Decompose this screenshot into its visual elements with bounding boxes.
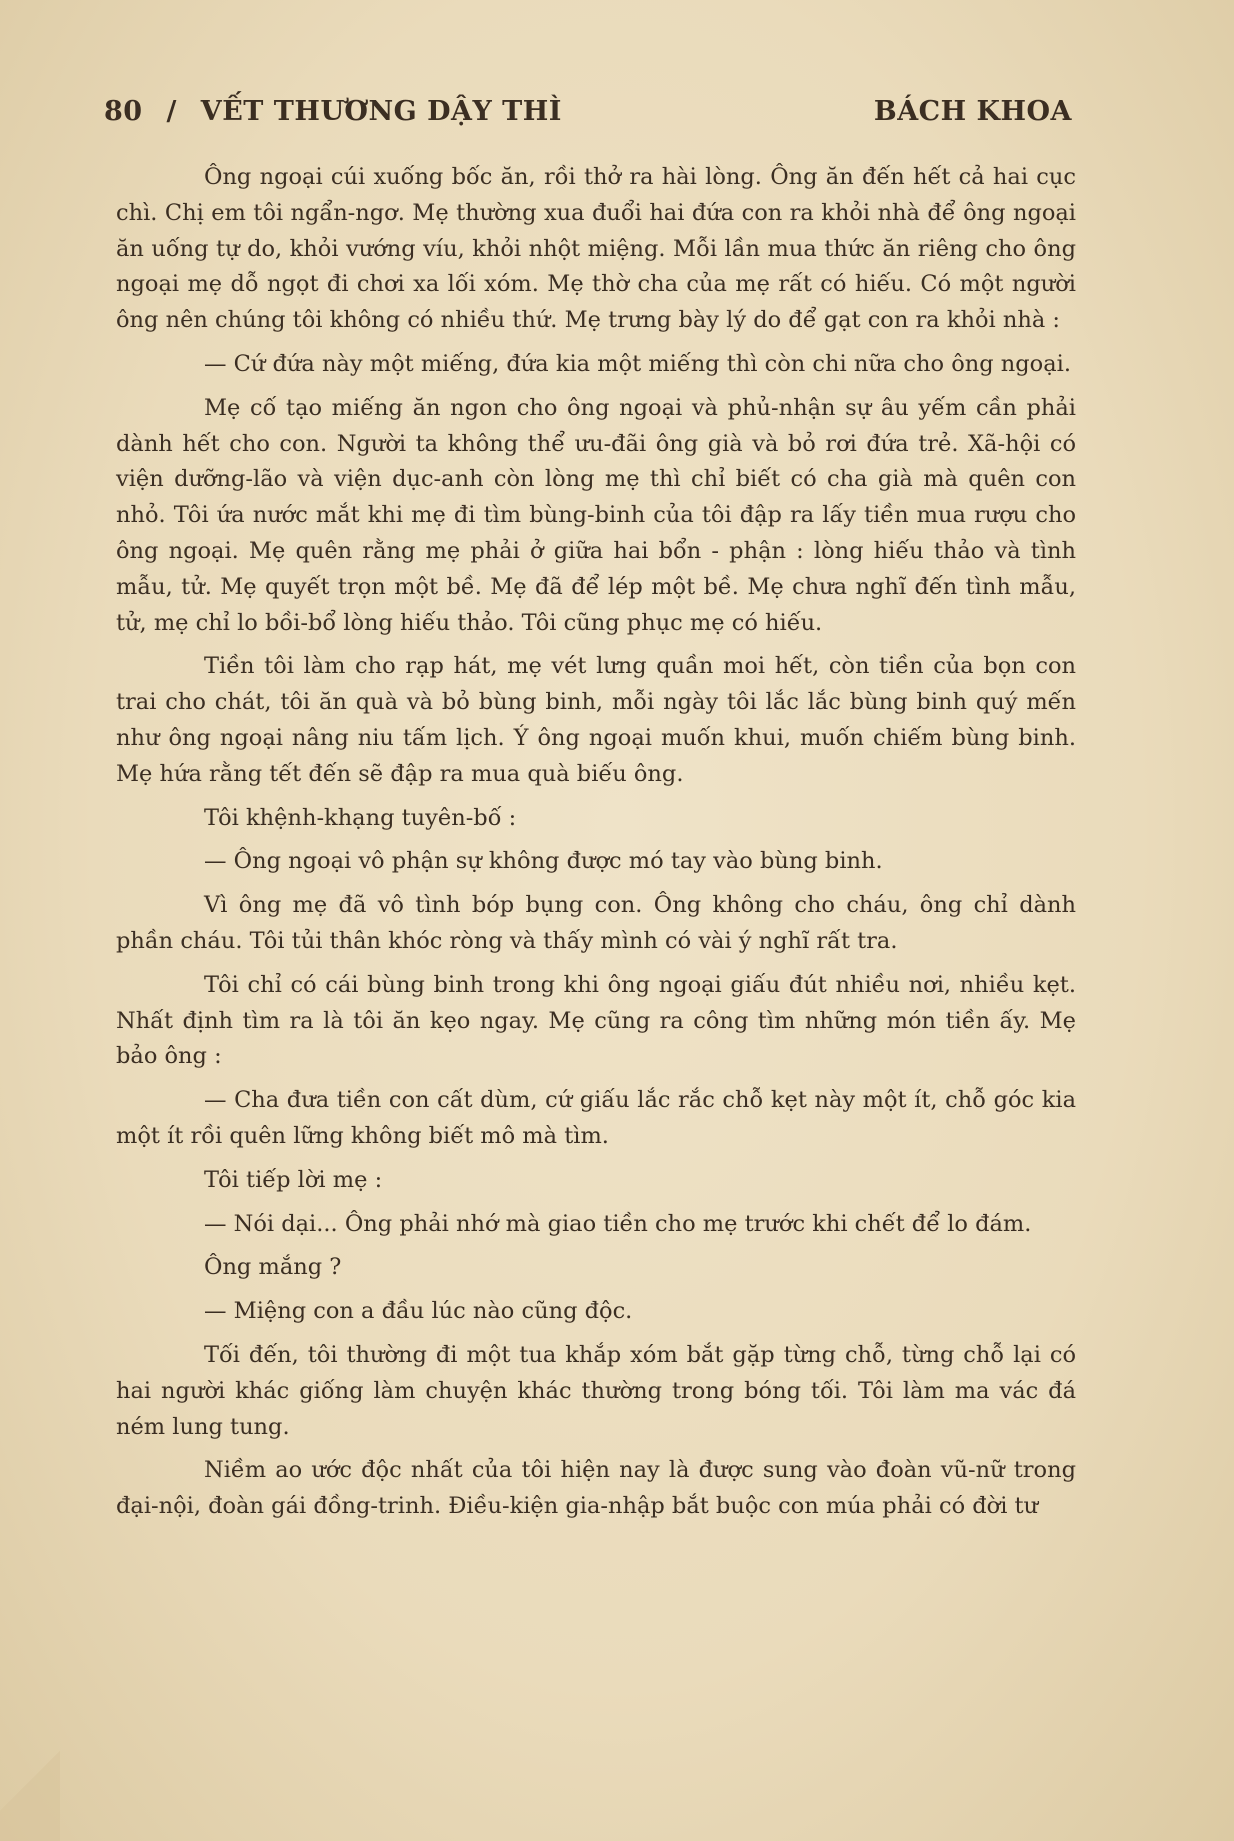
header-separator: /	[166, 96, 177, 127]
page-header	[104, 96, 1072, 127]
page-number: 80	[104, 96, 143, 127]
paragraph: Ông mắng ?	[204, 1254, 342, 1281]
dialog-line: — Nói dại... Ông phải nhớ mà giao tiền cho mẹ trước khi chết để lo đám.	[204, 1210, 1032, 1237]
paragraph: Tiền tôi làm cho rạp hát, mẹ vét lưng quần moi hết, còn tiền của bọn con trai cho chát, tôi ăn quà và bỏ bùng binh, mỗi ngày tôi lắc lắc bùng binh quý mến như ông ngoại nâng niu tấm lịch. Ý ông ngoại muốn khui, muốn chiếm bùng binh. Mẹ hứa rằng tết đến sẽ đập ra mua quà biếu ông.	[116, 653, 1076, 787]
dialog-line: — Miệng con a đầu lúc nào cũng độc.	[204, 1298, 633, 1325]
dialog-line: — Ông ngoại vô phận sự không được mó tay vào bùng binh.	[204, 848, 883, 875]
paragraph: Vì ông mẹ đã vô tình bóp bụng con. Ông không cho cháu, ông chỉ dành phần cháu. Tôi tủi thân khóc ròng và thấy mình có vài ý nghĩ rất tra.	[116, 892, 1076, 954]
dialog-line: — Cha đưa tiền con cất dùm, cứ giấu lắc rắc chỗ kẹt này một ít, chỗ góc kia một ít rồi quên lững không biết mô mà tìm.	[116, 1087, 1076, 1149]
body-text	[116, 160, 1076, 1533]
header-left	[104, 96, 576, 127]
torn-corner	[0, 1721, 60, 1841]
dialog-line: — Cứ đứa này một miếng, đứa kia một miếng thì còn chi nữa cho ông ngoại.	[204, 350, 1071, 377]
paragraph: Niềm ao ước độc nhất của tôi hiện nay là được sung vào đoàn vũ-nữ trong đại-nội, đoàn gái đồng-trinh. Điều-kiện gia-nhập bắt buộc con múa phải có đời tư	[116, 1457, 1076, 1520]
paragraph: Tối đến, tôi thường đi một tua khắp xóm bắt gặp từng chỗ, từng chỗ lại có hai người khác giống làm chuyện khác thường trong bóng tối. Tôi làm ma vác đá ném lung tung.	[116, 1341, 1076, 1440]
paragraph: Tôi tiếp lời mẹ :	[204, 1166, 383, 1193]
magazine-name: BÁCH KHOA	[873, 96, 1072, 127]
paragraph: Mẹ cố tạo miếng ăn ngon cho ông ngoại và phủ-nhận sự âu yếm cần phải dành hết cho con. Người ta không thể ưu-đãi ông già và bỏ rơi đứa trẻ. Xã-hội có viện dưỡng-lão và viện dục-anh còn lòng mẹ thì chỉ biết có cha già mà quên con nhỏ. Tôi ứa nước mắt khi mẹ đi tìm bùng-binh của tôi đập ra lấy tiền mua rượu cho ông ngoại. Mẹ quên rằng mẹ phải ở giữa hai bổn - phận : lòng hiếu thảo và tình mẫu, tử. Mẹ quyết trọn một bề. Mẹ đã để lép một bề. Mẹ chưa nghĩ đến tình mẫu, tử, mẹ chỉ lo bồi-bổ lòng hiếu thảo. Tôi cũng phục mẹ có hiếu.	[116, 394, 1076, 636]
paragraph: Ông ngoại cúi xuống bốc ăn, rồi thở ra hài lòng. Ông ăn đến hết cả hai cục chì. Chị em tôi ngẩn-ngơ. Mẹ thường xua đuổi hai đứa con ra khỏi nhà để ông ngoại ăn uống tự do, khỏi vướng víu, khỏi nhột miệng. Mỗi lần mua thức ăn riêng cho ông ngoại mẹ dỗ ngọt đi chơi xa lối xóm. Mẹ thờ cha của mẹ rất có hiếu. Có một người ông nên chúng tôi không có nhiều thứ. Mẹ trưng bày lý do để gạt con ra khỏi nhà :	[116, 164, 1076, 334]
paragraph: Tôi khệnh-khạng tuyên-bố :	[204, 804, 517, 831]
running-title: VẾT THƯƠNG DẬY THÌ	[200, 96, 562, 127]
paragraph: Tôi chỉ có cái bùng binh trong khi ông ngoại giấu đút nhiều nơi, nhiều kẹt. Nhất định tìm ra là tôi ăn kẹo ngay. Mẹ cũng ra công tìm những món tiền ấy. Mẹ bảo ông :	[116, 971, 1076, 1070]
